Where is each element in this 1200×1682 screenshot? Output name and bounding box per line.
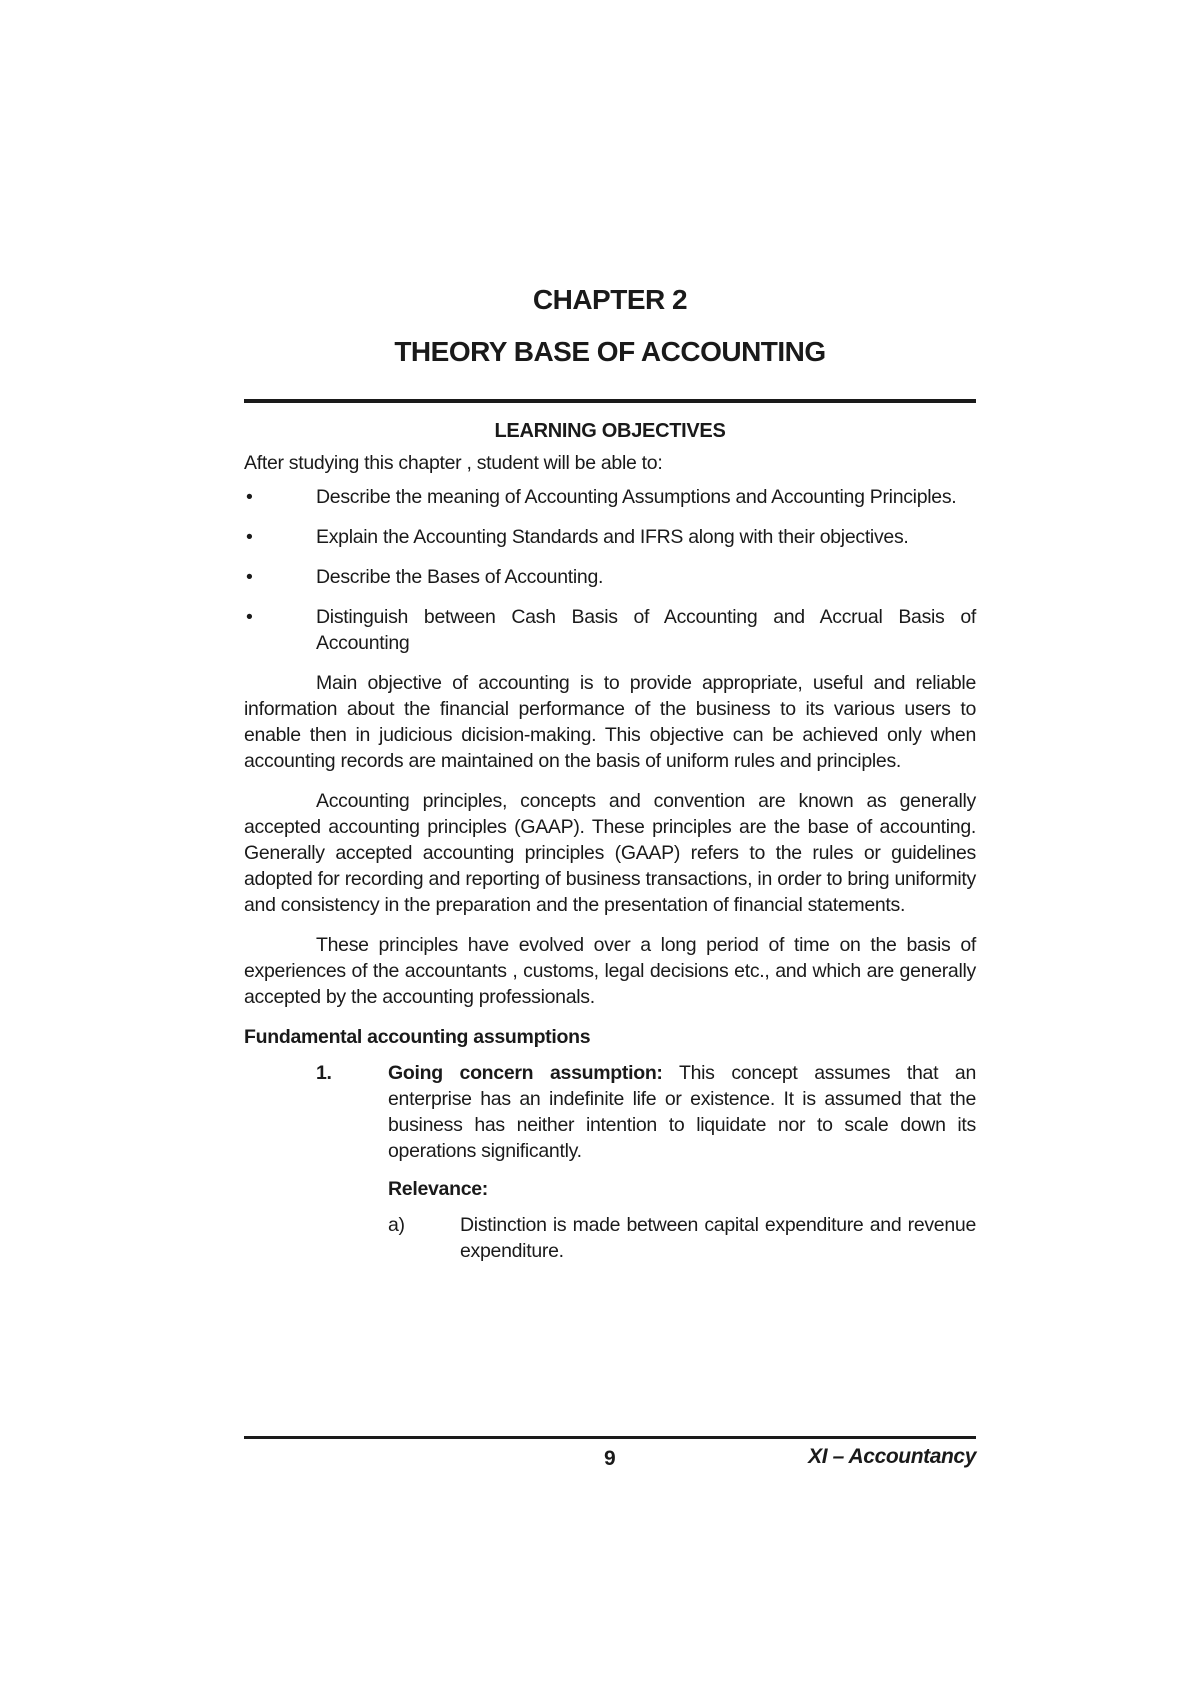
assumption-term: Going concern assumption: <box>388 1062 663 1084</box>
fundamental-assumptions-heading: Fundamental accounting assumptions <box>244 1026 591 1048</box>
relevance-text: Distinction is made between capital expenditure and revenue expenditure. <box>460 1214 976 1262</box>
learning-objectives-list <box>244 484 976 656</box>
assumption-number: 1. <box>316 1062 332 1084</box>
objective-text: Explain the Accounting Standards and IFRS along with their objectives. <box>316 526 909 548</box>
relevance-heading: Relevance: <box>388 1178 488 1200</box>
objective-item <box>244 564 976 590</box>
objective-item <box>244 484 976 510</box>
objective-text: Describe the Bases of Accounting. <box>316 566 604 588</box>
learning-objectives-intro: After studying this chapter , student will be able to: <box>244 452 663 474</box>
body-paragraph: These principles have evolved over a long period of time on the basis of experiences of the accountants , customs, legal decisions etc., and which are generally accepted by the accounting professionals. <box>244 934 976 1008</box>
chapter-title: THEORY BASE OF ACCOUNTING <box>394 336 826 367</box>
body-paragraph: Accounting principles, concepts and convention are known as generally accepted accounting principles (GAAP). These principles are the base of accounting. Generally accepted accounting principles (GAAP) refers to the rules or guidelines adopted for recording and reporting of business transactions, in order to bring uniformity and consistency in the preparation and the presentation of financial statements. <box>244 790 976 916</box>
objective-text: Describe the meaning of Accounting Assumptions and Accounting Principles. <box>316 486 957 508</box>
assumption-item <box>244 1060 976 1164</box>
bullet-icon: • <box>246 526 253 548</box>
learning-objectives-heading: LEARNING OBJECTIVES <box>494 420 726 442</box>
bullet-icon: • <box>246 606 253 628</box>
chapter-number: CHAPTER 2 <box>532 284 688 315</box>
assumption-description: This concept assumes that an enterprise has an indefinite life or existence. It is assumed that the business has neither intention to liquidate nor to scale down its operations significantly. <box>388 1062 976 1162</box>
top-divider <box>244 399 976 403</box>
relevance-label: a) <box>388 1214 405 1236</box>
page-number: 9 <box>604 1447 616 1470</box>
body-paragraph: Main objective of accounting is to provide appropriate, useful and reliable information about the financial performance of the business to its various users to enable then in judicious dicision-making. This objective can be achieved only when accounting records are maintained on the basis of uniform rules and principles. <box>244 672 976 772</box>
relevance-item <box>244 1212 976 1264</box>
bullet-icon: • <box>246 566 253 588</box>
objective-text: Distinguish between Cash Basis of Accounting and Accrual Basis of Accounting <box>316 606 976 654</box>
bullet-icon: • <box>246 486 253 508</box>
objective-item <box>244 604 976 656</box>
document-page <box>244 0 976 1682</box>
objective-item <box>244 524 976 550</box>
bottom-divider <box>244 1436 976 1439</box>
book-title: XI – Accountancy <box>808 1445 976 1468</box>
page-content <box>244 418 976 1264</box>
